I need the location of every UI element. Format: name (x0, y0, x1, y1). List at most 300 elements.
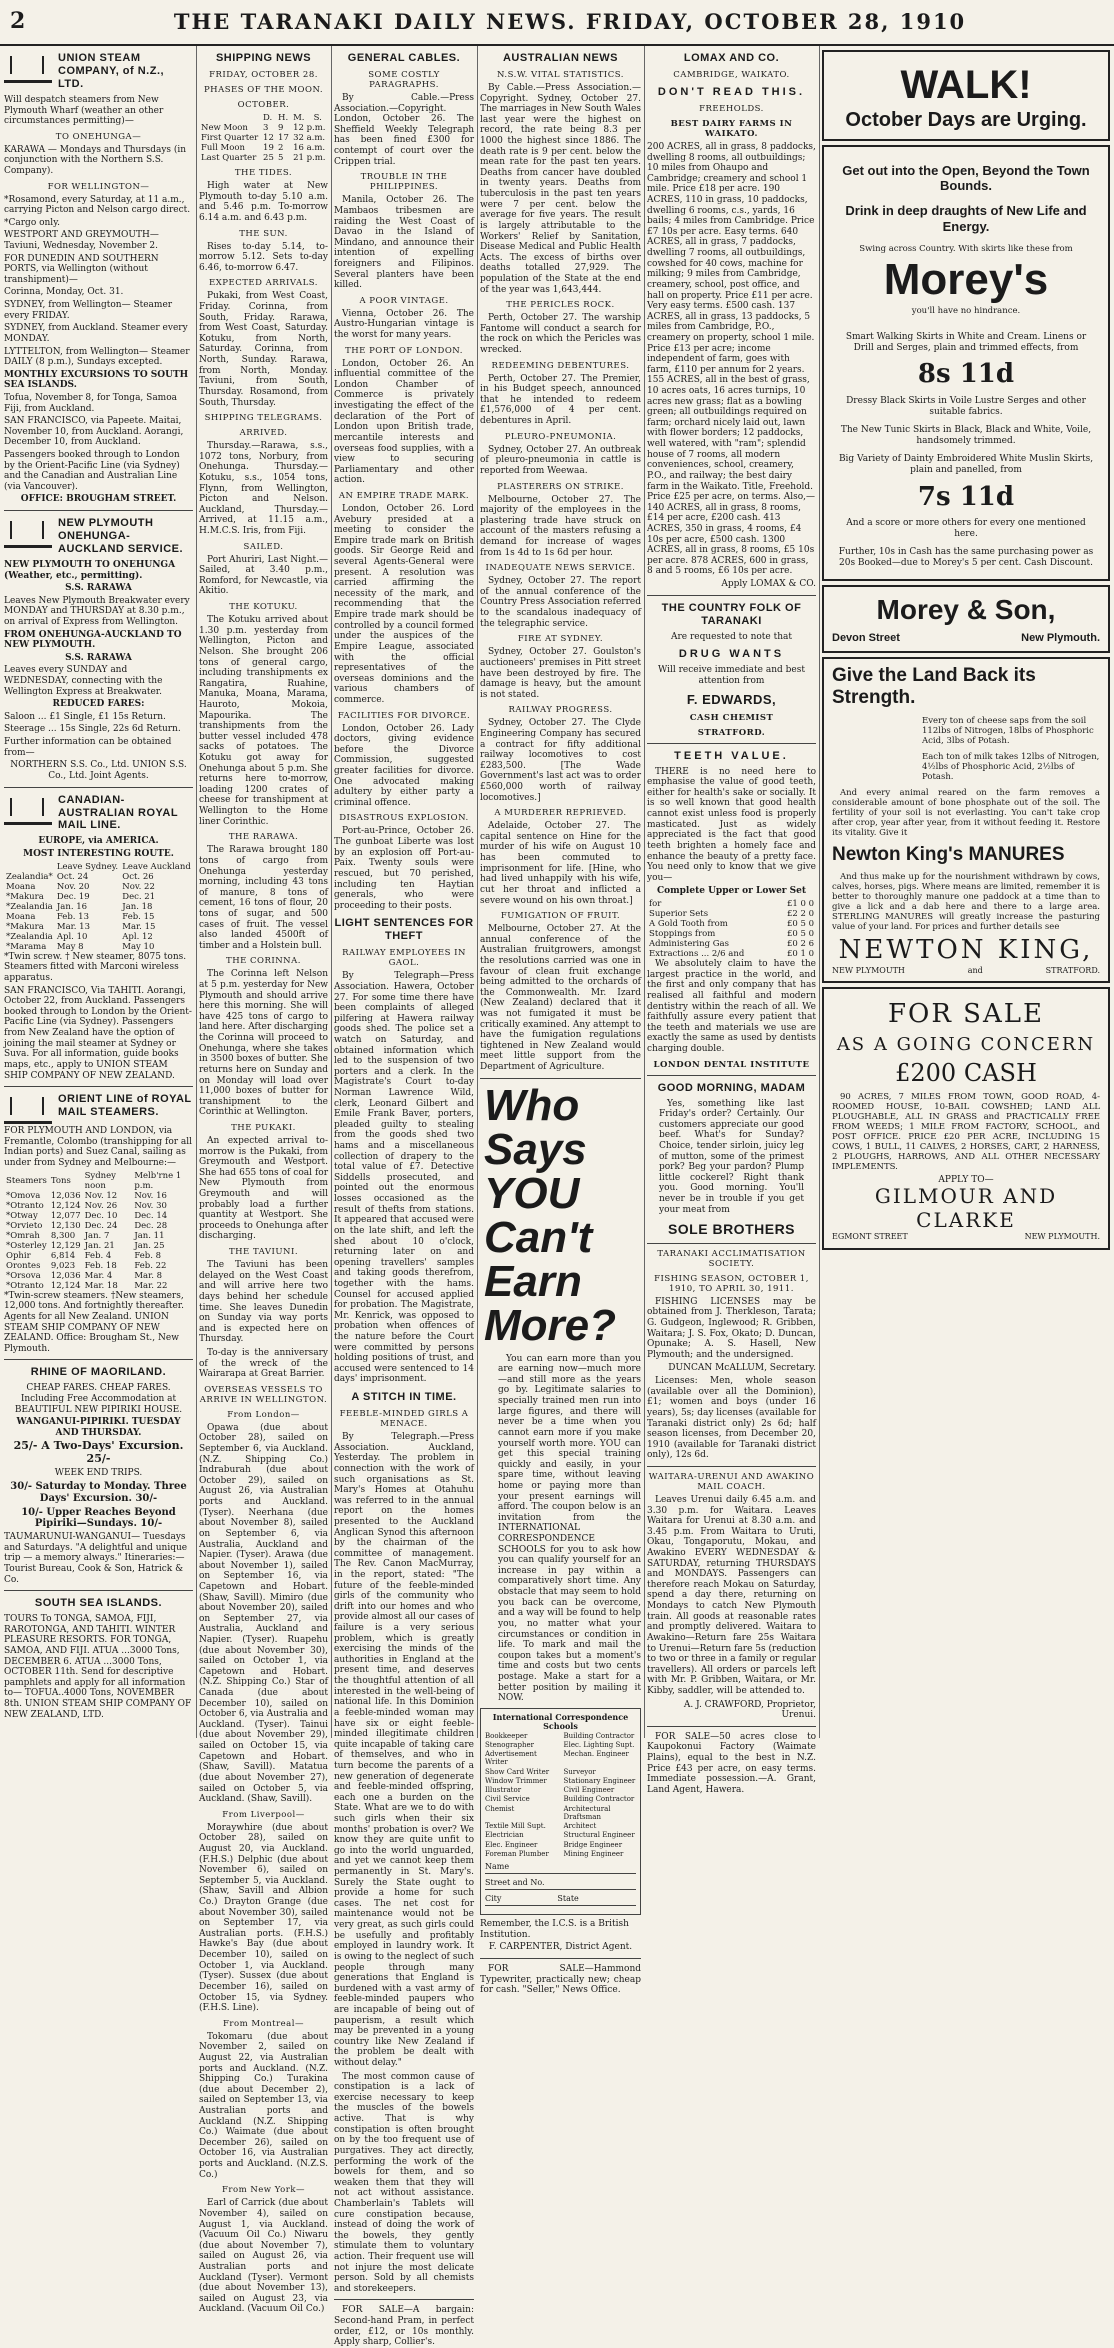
course-option[interactable]: Civil Service (485, 1795, 530, 1804)
ad-text: Are requested to note that (671, 631, 792, 642)
ad-price: £200 CASH (895, 1059, 1037, 1088)
table-cell: May 8 (56, 941, 84, 952)
table-cell: 6,814 (50, 1250, 76, 1261)
ad-contact: DUNCAN McALLUM, Secretary. (668, 1363, 816, 1374)
subheading: SHIPPING TELEGRAMS. (204, 413, 323, 424)
course-option[interactable]: Chemist (485, 1804, 515, 1813)
headline-line: More? (484, 1300, 616, 1350)
fare-line: 30/- Saturday to Monday. Three Days' Excursion. 30/- (10, 1480, 187, 1504)
table-cell: Apl. 10 (56, 931, 88, 942)
table-cell: £0 5 0 (786, 929, 814, 940)
table-row (199, 143, 328, 153)
route-text: TAUMARUNUI-WANGANUI— Tuesdays and Saturdays. "A delightful and unique trip — a memory always." Itineraries:—Tourist Bureau, Cook & Son, Hatrick & Co. (4, 1532, 188, 1585)
article-text: London, October 26. Lord Avebury presided at a meeting to consider the Empire trade mark on British goods. Sir George Reid and several Agents-General were present. A resolution was carried affirming the necessity of the mark, and recommending that the Empire trade mark should be controlled by a council formed under the auspices of the Empire League, associated with the official representatives of the overseas dominions and the various chambers of commerce. (334, 503, 474, 705)
ship-name: S.S. RARAWA (65, 652, 132, 663)
ad-text: Get out into the Open, Beyond the Town Bounds. (842, 162, 1090, 194)
ad-subheadline: October Days are Urging. (845, 109, 1087, 132)
table-cell: *Orvieto (6, 1220, 43, 1231)
article-text: Port Ahuriri, Last Night.—Sailed, at 3.40 p.m., Romford, for Newcastle, via Akitio. (199, 554, 328, 597)
city-state-field[interactable] (485, 1894, 636, 1906)
column-general-cables (334, 46, 474, 2348)
ad-price: 7s 11d (917, 481, 1015, 512)
article-text: Melbourne, October 27. The majority of the employees in the plastering trade have struck on account of the masters refusing a demand for increase of wages from 1s 4d to 1s 6d per hour. (480, 494, 641, 558)
divider (334, 2299, 474, 2300)
table-cell: A Gold Tooth from (649, 919, 728, 929)
course-option[interactable]: Building Contractor (563, 1731, 635, 1740)
table-cell: *Osterley (6, 1240, 47, 1251)
subheading: THE SUN. (239, 228, 288, 239)
subheading: THE TIDES. (234, 168, 293, 179)
steamship-icon (4, 52, 52, 83)
table-cell: 16 a.m. (293, 143, 326, 154)
ad-contact: EGMONT STREET (832, 1232, 908, 1242)
ad-text: Big Variety of Dainty Embroidered White Muslin Skirts, plain and panelled, from (838, 454, 1094, 475)
route-text: KARAWA — Mondays and Thursdays (in conjunction with the Northern S.S. Company). (4, 144, 187, 176)
ship-name: S.S. RARAWA (65, 583, 132, 594)
divider (647, 595, 816, 596)
table-cell: 12,036 (50, 1270, 81, 1281)
divider (647, 1075, 816, 1076)
divider (4, 1359, 193, 1360)
table-cell: Last Quarter (201, 153, 257, 164)
article-text: The Corinna left Nelson at 5 p.m. yesterday for New Plymouth and should arrive here this morning. She will have 425 tons of cargo to land here. After discharging the Corinna will proceed to Onehunga, where she takes in 3500 boxes of butter. She returns here on Sunday and on Monday will load over 11,000 boxes of butter for transhipment to the Corinthic at Wellington. (199, 969, 328, 1118)
table-cell: Feb. 4 (84, 1250, 112, 1261)
divider (4, 1590, 193, 1591)
fare-line: Steerage ... 15s Single, 22s 6d Return. (4, 724, 181, 735)
table-cell: *Zealandia (6, 931, 53, 942)
ad-contact: and (967, 965, 983, 975)
divider (480, 1078, 641, 1079)
newspaper-title: THE TARANAKI DAILY NEWS. FRIDAY, OCTOBER 28, 1910 (173, 9, 967, 34)
table-cell: Dec. 28 (134, 1220, 168, 1231)
route-heading: MONTHLY EXCURSIONS TO SOUTH SEA ISLANDS. (4, 369, 189, 391)
table-cell: 9,023 (50, 1260, 76, 1271)
table-cell: Dec. 21 (122, 891, 156, 902)
ad-text: And a score or more others for every one mentioned here. (846, 518, 1086, 539)
course-option[interactable]: Elec. Engineer (485, 1840, 538, 1849)
course-option[interactable]: Stationary Engineer (563, 1776, 636, 1785)
route-text: Corinna, Monday, Oct. 31. (4, 287, 124, 298)
table-row (4, 902, 193, 912)
ad-contact: A. J. CRAWFORD, Proprietor, Urenui. (683, 1699, 816, 1721)
route-text: *Rosamond, every Saturday, at 11 a.m., carrying Picton and Nelson cargo direct. (4, 194, 191, 216)
table-cell: Feb. 8 (134, 1250, 162, 1261)
table-cell: Jan. 18 (122, 901, 153, 912)
ics-ad-text: You can earn more than you are earning now—much more—and still more as the years go by. Legitimate salaries to specially trained men run into large figures, and there will never be a time when you cannot earn more if you make yourself worth more. YOU can get this special training quickly and easily, in your spare time, without leaving home or paying more than your present earnings will afford. The coupon below is an invitation from the INTERNATIONAL CORRESPONDENCE SCHOOLS for you to ask how you can qualify yourself for an increase in pay within a comparatively short time. Any obstacle that may seem to hold you back can be overcome, and a way will be found to help you, no matter what your circumstances or condition in life. To mark and mail the coupon takes but a moment's time and costs but two cents postage. Make a start for a better position by mailing it NOW. (498, 1353, 641, 1704)
route-text: SAN FRANCISCO, via Papeete. Maitai, November 10, from Auckland. Aorangi, December 10, from Auckland. (4, 416, 184, 448)
table-cell: Jan. 7 (84, 1230, 110, 1241)
address-line (832, 632, 1100, 645)
column-divider (196, 46, 197, 1738)
ad-text: Further, 10s in Cash has the same purchasing power as 20s Booked—due to Morey's 5 per cent. Cash Discount. (838, 547, 1094, 569)
table-header: D. (263, 113, 273, 124)
subheading: FIRE AT SYDNEY. (517, 634, 604, 645)
ad-headline: Newton King's MANURES (832, 843, 1065, 865)
article-text: Earl of Carrick (due about November 4), sailed on August 1, via Auckland. (Vacuum Oil Co.) Niwaru (due about November 7), sailed on August 26, via Australian ports and Auckland (Tyser). Vermont (due about November 13), sailed on August 23, via Auckland. (Vacuum Oil Co.) (199, 2198, 328, 2315)
subheading: REDEEMING DEBENTURES. (491, 360, 630, 371)
address-line (832, 966, 1100, 975)
column-shipping-news (199, 46, 328, 2315)
subheading: SOME COSTLY PARAGRAPHS. (368, 69, 440, 90)
route-text: SYDNEY, from Auckland. Steamer every MONDAY. (4, 323, 188, 344)
route-text: Further information can be obtained from— (4, 737, 172, 758)
article-text: By Telegraph.—Press Association. Auckland, Yesterday. The problem in connection with the work of such organisations as St. Mary's Homes at Otahuhu was referred to in the annual report on the homes presented to the Auckland Anglican Synod this afternoon by the chairman of the committee of management. The Rev. Canon MacMurray, in the report, stated: "The future of the feeble-minded girls of the community who drift into our homes and who provide almost all our cases of failure is a very serious problem, which is greatly exercising the minds of the authorities in England at the present time, and deserves the thoughtful attention of all interested in the well-being of national life. In this Dominion a feeble-minded woman may have six or eight feeble-minded illegitimate children quite incapable of taking care of themselves, and who in turn become the parents of a new generation of degenerate and feeble-minded offspring, each one a burden on the State. What are we to do with such girls when their six months' probation is over? We know they are quite unfit to go into the world unguarded, and yet we cannot keep them permanently in St. Mary's. Surely the State ought to provide a home for such cases. The net cost for maintenance would not be very great, as such girls could be usefully and profitably employed in laundry work. It is owing to the neglect of such people through many generations that England is burdened with a vast army of feeble-minded paupers who are incapable of being out of pauperism, a result which may be prevented in a young country like New Zealand if the problem be dealt with without delay." (334, 1432, 474, 2069)
subheading: RAILWAY EMPLOYEES IN GAOL. (342, 948, 466, 969)
table-cell: 5 (278, 153, 284, 164)
agents: NORTHERN S.S. Co., Ltd. UNION S.S. Co., Ltd. Joint Agents. (10, 760, 187, 781)
route-text: CHEAP FARES. CHEAP FARES. Including Free Accommodation at BEAUTIFUL NEW PIPIRIKI HOUSE. (14, 1383, 183, 1415)
subheading: THE CORINNA. (226, 956, 301, 967)
subheading: THE PORT OF LONDON. (345, 345, 463, 356)
divider (480, 1958, 641, 1959)
table-cell: Nov. 16 (134, 1190, 167, 1201)
column-divider (819, 46, 820, 1738)
table-cell: 12,124 (50, 1200, 81, 1211)
table-cell: Oct. 26 (122, 871, 154, 882)
ad-brand: Morey's (883, 255, 1049, 305)
table-row (4, 1231, 193, 1241)
steamship-icon (4, 1093, 52, 1124)
route-heading: FROM ONEHUNGA-AUCKLAND TO NEW PLYMOUTH. (4, 629, 182, 651)
table-cell: 25 (263, 153, 274, 164)
section-heading: SHIPPING NEWS (215, 52, 312, 64)
table-cell: *Omova (6, 1190, 41, 1201)
column-ads-lomax (647, 46, 816, 1795)
table-cell: Nov. 30 (134, 1200, 167, 1211)
table-cell: *Marama (6, 941, 47, 952)
table-cell: £2 2 0 (786, 908, 814, 919)
table-cell: Jan. 16 (56, 901, 88, 912)
table-cell: First Quarter (201, 133, 259, 144)
course-option[interactable]: Bridge Engineer (563, 1840, 623, 1849)
table-cell: Mar. 18 (84, 1280, 118, 1291)
subheading: PLEURO-PNEUMONIA. (504, 431, 617, 442)
headline-line: Can't Earn (484, 1212, 593, 1306)
ad-brand: Morey & Son, (876, 593, 1056, 625)
subheading: CAMBRIDGE, WAIKATO. (673, 69, 790, 80)
table-row (647, 909, 816, 919)
table-row (4, 892, 193, 902)
field-label: State (557, 1894, 579, 1904)
course-option[interactable]: Show Card Writer (485, 1767, 550, 1776)
course-option[interactable]: Architectural Draftsman (563, 1804, 611, 1821)
subheading: BEST DAIRY FARMS IN WAIKATO. (670, 118, 793, 139)
table-cell: Mar. 4 (84, 1270, 113, 1281)
route-text: Tofua, November 8, for Tonga, Samoa Fiji, from Auckland. (4, 392, 178, 414)
table-row (199, 123, 328, 133)
table-row (647, 919, 816, 929)
section-heading: AUSTRALIAN NEWS (502, 52, 619, 64)
table-cell: Apl. 12 (122, 931, 153, 942)
article-text: Sydney, October 27. The report of the annual conference of the Country Press Association referred to the scandalous inadequacy of the telegraphic service. (480, 576, 641, 629)
route-text: SAN FRANCISCO, Via TAHITI. Aorangi, October 22, from Auckland. Passengers booked through to London by the Orient-Pacific Line (via Sydney). Passengers from New Zealand have the option of joining the mail steamer at Sydney or Suva. For all information, guide books maps, etc., apply to UNION STEAM SHIP COMPANY OF NEW ZEALAND. (4, 985, 192, 1081)
subheading: PLASTERERS ON STRIKE. (497, 481, 624, 492)
table-header-row (199, 113, 328, 123)
course-option[interactable]: Elec. Lighting Supt. (563, 1740, 635, 1749)
ad-text: Leaves Urenui daily 6.45 a.m. and 3.30 p.m. for Waitara. Leaves Waitara for Urenui at 8.30 a.m. and 3.45 p.m. From Waitara to Uruti, Okau, Tongaporutu, Mokau, and Awakino EVERY WEDNESDAY & SATURDAY, returning THURSDAYS and MONDAYS. Passengers can therefore reach Mokau on Saturday, spend a day there, returning on Mondays to catch New Plymouth train. All goods at reasonable rates and promptly delivered. Waitara to Awakino—Return fare 25s Waitara to Urenui—Return fare 5s (reduction to two or three in a family or regular travellers). All orders or parcels left with Mr. P. Gribben, Waitara, or Mr. Kibby, saddler, will be attended to. (647, 1494, 816, 1696)
ad-price: 8s 11d (917, 359, 1015, 390)
morey-son-ad (822, 585, 1110, 653)
union-intro: Will despatch steamers from New Plymouth Wharf (weather an other circumstances permitting)— (4, 94, 164, 127)
morey-walk-ad (822, 50, 1110, 141)
table-cell: 2 (278, 143, 284, 154)
table-cell: Moana (6, 881, 36, 892)
ad-text: Will receive immediate and best attention from (658, 665, 805, 686)
route-text: Passengers booked through to London by the Orient-Pacific Line (via Sydney) and the Canadian and Australian Line (via Vancouver). (4, 450, 180, 492)
masthead (0, 0, 1114, 46)
course-option[interactable]: Civil Engineer (563, 1786, 615, 1795)
table-cell: 3 (263, 123, 269, 134)
route-text: *Twin screw. † New steamer, 8075 tons. Steamers fitted with Marconi wireless apparatus. (4, 951, 187, 984)
ad-text: Complete Upper or Lower Set (656, 886, 807, 897)
column-divider (477, 46, 478, 1738)
table-cell: Dec. 19 (56, 891, 90, 902)
article-text: Opawa (due about October 28), sailed on September 6, via Auckland. (N.Z. Shipping Co.) Indraburah (due about October 29), sailed on August 26, via Australian ports and Auckland. (Tyser). Neerhana (due about November 8), sailed on September 6, via Australia, Auckland and Napier. (Tyser). Arawa (due about November 1), sailed on September 16, via Capetown and Hobart. (Shaw, Savill). Mimiro (due about November 20), sailed on September 27, via Australia, Auckland and Napier. (Tyser). Ruapehu (due about November 30), sailed on October 1, via Capetown and Hobart. (N.Z. Shipping Co.) Star of Canada (due about December 10), sailed on October 6, via Australia and Auckland. (Tyser). Tainui (due about November 29), sailed on October 15, via Capetown and Hobart. (Shaw, Savill). Matatua (due about November 27), sailed on October 5, via Auckland. (Shaw, Savill). (199, 1422, 328, 1805)
table-cell: Mar. 22 (134, 1280, 168, 1291)
table-row (4, 1201, 193, 1211)
article-text: Melbourne, October 27. At the annual conference of the Australian fruitgrowers, amongst the resolutions carried was one in favour of clean fruit exchange being admitted to the orchards of the Commonwealth. Mr. Izard (New Zealand) declared that it was not fumigated it must be critically examined. Any attempt to have the fumigation regulations tightened in New Zealand would meet little support from the Department of Agriculture. (480, 924, 641, 1073)
subheading: N.S.W. VITAL STATISTICS. (497, 69, 624, 80)
table-cell: Superior Sets (649, 908, 709, 919)
article-text: Sydney, October 27. The Clyde Engineering Company has secured a contract for fifty additional railway locomotives to cost £283,500. [The Wade Government's last act was to order £560,000 worth of railway locomotives.] (480, 718, 641, 803)
table-row (647, 939, 816, 949)
service-header: SOUTH SEA ISLANDS. (34, 1597, 163, 1610)
table-cell: Mar. 15 (122, 921, 156, 932)
route-text: SYDNEY, from Wellington— Steamer every FRIDAY. (4, 300, 173, 321)
table-row (199, 133, 328, 143)
course-option[interactable]: Bookkeeper (485, 1731, 528, 1740)
article-text: Tokomaru (due about November 2, sailed on August 22, via Australian ports and Auckland. (N.Z. Shipping Co.) Turakina (due about December 2), sailed on September 13, via Australian ports and Auckland (N.Z. Shipping Co.) Waimate (due about December 26), sailed on October 16, via Australian ports and Auckland. (N.Z.S. Co.) (199, 2031, 328, 2180)
ad-contact: Devon Street (832, 631, 900, 644)
table-cell: Feb. 22 (134, 1260, 167, 1271)
ics-coupon (480, 1708, 641, 1915)
divider (4, 1086, 193, 1087)
table-cell: Feb. 15 (122, 911, 155, 922)
table-cell: 8,300 (50, 1230, 76, 1241)
table-cell: *Otranto (6, 1280, 44, 1291)
name-field[interactable] (485, 1862, 636, 1874)
table-cell: Nov. 12 (84, 1190, 118, 1201)
table-cell: Stoppings from (649, 929, 716, 940)
course-option[interactable]: Building Contractor (563, 1795, 635, 1804)
course-option[interactable]: Mechan. Engineer (563, 1750, 629, 1759)
table-cell: May 10 (122, 941, 155, 952)
article-text: Vienna, October 26. The Austro-Hungarian vintage is the worst for many years. (334, 308, 474, 341)
article-text: Thursday.—Rarawa, s.s., 1072 tons, Norbury, from Onehunga. Thursday.—Kotuku, s.s., 1054 tons, Flynn, from Wellington, Picton and Nelson. Auckland, Thursday.—Arrived, at 11.15 a.m., H.M.C.S. Iris, from Fiji. (199, 441, 328, 537)
table-header: Steamers (6, 1175, 47, 1186)
ad-text: Every ton of cheese saps from the soil 112lbs of Nitrogen, 18lbs of Phosphoric Acid, 3lbs of Potash. (922, 715, 1094, 746)
ad-brand: NEWTON KING, (838, 935, 1094, 966)
table-cell: Mar. 8 (134, 1270, 163, 1281)
table-cell: 12,130 (50, 1220, 81, 1231)
table-cell: Extractions ... 2/6 and (649, 949, 745, 960)
table-header: M. (293, 113, 305, 124)
table-row (4, 1191, 193, 1201)
ad-contact: New Plymouth. (1021, 631, 1100, 644)
subheading: OCTOBER. (237, 100, 290, 110)
ad-headline: WALK! (900, 63, 1032, 107)
subheading: PHASES OF THE MOON. (203, 84, 324, 95)
table-row (4, 922, 193, 932)
address-line (832, 1232, 1100, 1241)
course-option[interactable]: Mining Engineer (563, 1849, 624, 1858)
divider (647, 743, 816, 744)
course-option[interactable]: Structural Engineer (563, 1831, 635, 1840)
course-list (485, 1732, 636, 1859)
course-option[interactable]: Electrician (485, 1831, 524, 1840)
subheading: TARANAKI ACCLIMATISATION SOCIETY. (657, 1248, 806, 1269)
classified-ad: FOR SALE—Hammond Typewriter, practically new; cheap for cash. "Seller," News Office. (480, 1963, 641, 1996)
course-option[interactable]: Textile Mill Supt. (485, 1822, 546, 1831)
ad-heading: DRUG WANTS (678, 648, 785, 661)
divider (647, 1466, 816, 1467)
ad-text: FISHING LICENSES may be obtained from J. Therkleson, Tarata; G. Gudgeon, Inglewood; R. Gribben, Waitara; J. S. Fox, Okato; D. Duncan, Opunake; A. S. Hasell, New Plymouth; and the undersigned. (647, 1296, 816, 1360)
table-header: H. (278, 113, 289, 124)
subheading: FUMIGATION OF FRUIT. (500, 911, 621, 922)
article-text: High water at New Plymouth to-day 5.10 a.m. and 5.46 p.m. To-morrow 6.14 a.m. and 6.43 p.m. (199, 181, 328, 223)
section-heading: A STITCH IN TIME. (351, 1391, 457, 1404)
route-text: WESTPORT AND GREYMOUTH— Taviuni, Wednesday, November 2. (4, 230, 159, 252)
column-shipping-ads (4, 46, 193, 1740)
subheading: THE RARAWA. (228, 832, 299, 843)
subheading: INADEQUATE NEWS SERVICE. (485, 563, 636, 574)
classified-ad: FOR SALE—50 acres close to Kaupokonui Factory (Waimate Plains), equal to the best in N.Z. Price £43 per acre, on easy terms. Immediate possession.—A. Grant, Land Agent, Hawera. (647, 1731, 816, 1795)
route-heading: MOST INTERESTING ROUTE. (23, 849, 174, 860)
table-row (4, 942, 193, 952)
table-cell: £1 0 0 (786, 898, 814, 909)
ad-text: Yes, something like last Friday's order? Certainly. Our customers appreciate our good beef. What's for Sunday? Choice, tender sirloin, juicy leg of mutton, some of the primest pork? Beg your pardon? Plump little cockerel? Right thank you. Good morning. You'll never be in trouble if you get your meat from (659, 1098, 804, 1215)
table-cell: Jan. 11 (134, 1230, 165, 1241)
article-text: Port-au-Prince, October 26. The gunboat Liberte was lost by an explosion off Port-au-Paix. Twenty souls were rescued, but 70 perished, including ten Haytian generals, who were proceeding to their posts. (334, 826, 474, 911)
table-cell: 12 (263, 133, 274, 144)
table-row (647, 899, 816, 909)
subheading: THE PUKAKI. (231, 1122, 296, 1133)
course-option[interactable]: Stenographer (485, 1740, 534, 1749)
office-address: OFFICE: BROUGHAM STREET. (20, 494, 177, 505)
subheading: RAILWAY PROGRESS. (508, 705, 613, 716)
article-text: Pukaki, from West Coast, Friday. Corinna, from South, Friday. Rarawa, from West Coast, Saturday. Kotuku, from North, Saturday. Corinna, from North, Sunday. Rarawa, from North, Monday. Taviuni, from South, Thursday. Rosamond, from South, Thursday. (199, 291, 328, 408)
column-display-ads (822, 46, 1110, 1740)
course-option[interactable]: Architect (563, 1822, 597, 1831)
fare-line: Saloon ... £1 Single, £1 15s Return. (4, 711, 166, 722)
ad-text: THERE is no need here to emphasise the value of good teeth, either for health's sake or socially. It is so well known that good health cannot exist unless food is properly masticated. Just as widely appreciated is the fact that good teeth brighten a homely face and enhance the beauty of a pretty face. You need only to know that we give you— (647, 766, 816, 883)
subheading: A MURDERER REPRIEVED. (494, 808, 627, 819)
ad-heading: THE COUNTRY FOLK OF TARANAKI (661, 601, 802, 627)
ad-text: Licenses: Men, whole season (available over all the Dominion), £1; women and boys (under 16 years), 5s; day licenses (available for Taranaki district only) 2s 6d; half season licenses, from December 20, 1910 (available for Taranaki district only), 12s 6d. (647, 1376, 816, 1461)
route-heading: WANGANUI-PIPIRIKI. TUESDAY AND THURSDAY. (16, 1417, 181, 1438)
table-cell: Feb. 13 (56, 911, 89, 922)
ad-heading: F. EDWARDS, (686, 692, 777, 708)
ics-agent: F. CARPENTER, District Agent. (488, 1942, 633, 1953)
subheading: From Liverpool— (222, 1809, 305, 1820)
table-row (4, 872, 193, 882)
table-cell: Dec. 10 (84, 1210, 118, 1221)
article-text: Adelaide, October 27. The capital sentence on Hine for the murder of his wife on August 10 has been commuted to imprisonment for life. [Hine, who had lived unhappily with his wife, cut her throat and inflicted a severe wound on his own throat.] (480, 821, 641, 906)
route-text: Leaves every SUNDAY and WEDNESDAY, connecting with the Wellington Express at Breakwater. (4, 665, 163, 697)
ad-contact: NEW PLYMOUTH. (1024, 1232, 1100, 1242)
table-cell: Nov. 26 (84, 1200, 118, 1211)
course-option[interactable]: Advertisement Writer (485, 1750, 537, 1767)
ad-subheadline: AS A GOING CONCERN (836, 1033, 1096, 1055)
table-cell: Nov. 20 (56, 881, 90, 892)
subheading: AN EMPIRE TRADE MARK. (338, 490, 470, 501)
ad-text: The New Tunic Skirts in Black, Black and White, Voile, handsomely trimmed. (840, 425, 1092, 446)
divider (4, 787, 193, 788)
section-heading: GENERAL CABLES. (347, 52, 461, 64)
newton-king-ad (822, 657, 1110, 984)
route-heading: WEEK END TRIPS. (54, 1468, 143, 1479)
article-text: Sydney, October 27. An outbreak of pleuro-pneumonia in cattle is reported from Weewaa. (480, 444, 641, 476)
article-text: Perth, October 27. The Premier, in his Budget speech, announced that he intended to redeem £1,576,000 of 4 per cent. debentures in April. (480, 373, 641, 427)
ics-ad-headline (484, 1080, 641, 1350)
coupon-title: International Correspondence Schools (492, 1711, 629, 1732)
service-header: ORIENT LINE of ROYAL MAIL STEAMERS. (58, 1093, 192, 1119)
table-header: Melb'rne 1 p.m. (134, 1170, 182, 1191)
route-heading: NEW PLYMOUTH TO ONEHUNGA (Weather, etc., permitting). (4, 559, 176, 581)
table-row (4, 1241, 193, 1251)
table-cell: 12,036 (50, 1190, 81, 1201)
ad-text: 200 ACRES, all in grass, 8 paddocks, dwelling 8 rooms, all outbuildings; 10 miles from Ohaupo and Cambridge; creamery and school 1 mile. Price £18 per acre. 190 ACRES, 110 in grass, 10 paddocks, dwelling 6 rooms, c.s., yards, 16 bails; 4 miles from Cambridge. Price £7 10s per acre. Easy terms. 640 ACRES, all in grass, 7 paddocks, dwelling 7 rooms, all outbuildings, cowshed for 40 cows, machine for milking; 9 miles from Cambridge, creamery, school, post office, and hall on property. Price £11 per acre. Very easy terms. £500 cash. 137 ACRES, all in grass, 13 paddocks, 5 miles from Cambridge, P.O., creamery on property, school 1 mile. Price £13 per acre; income independent of farm, goes with farm, £110 per annum for 2 years. 155 ACRES, all in the best of grass, 10 acres oats, 16 acres turnips, 10 acres new grass; flat as a bowling green; all outbuildings required on farm; orchard nicely laid out, lawn with flower borders; 12 paddocks, well watered, with "ram"; splendid house of 7 rooms, all modern conveniences, school, creamery, P.O., and railway; the best dairy farm in the Waikato. Title, Freehold. Price £25 per acre, on terms. Also,— 140 ACRES, all in grass, 8 rooms, £14 per acre, £200 cash. 413 ACRES, 350 in grass, 4 rooms, £4 10s per acre, £500 cash. 1300 ACRES, all in grass, 8 rooms, £5 10s per acre. 878 ACRES, 600 in grass, 8 and 5 rooms, £6 10s per acre. (647, 142, 816, 577)
course-option[interactable]: Foreman Plumber (485, 1849, 549, 1858)
headline-line: YOU (484, 1168, 580, 1218)
date-line: FRIDAY, OCTOBER 28. (209, 69, 318, 80)
ad-heading: DON'T READ THIS. (657, 85, 806, 98)
moon-phases-table (199, 113, 328, 163)
service-header: NEW PLYMOUTH ONEHUNGA-AUCKLAND SERVICE. (58, 517, 184, 555)
article-text: Sydney, October 27. Goulston's auctioneers' premises in Pitt street have been destroyed by fire. The damage is heavy, but the amount is not stated. (480, 647, 641, 700)
article-text: The Rarawa brought 180 tons of cargo from Onehunga yesterday morning, including 43 tons of manure, 8 tons of cement, 16 tons of flour, 20 tons of sugar, and 500 cases of fruit. The vessel also landed 4500ft of timber and a Holstein bull. (199, 845, 328, 951)
ad-headline: Give the Land Back its Strength. (832, 664, 1036, 709)
table-cell: Administering Gas (649, 939, 729, 950)
course-option[interactable]: Surveyor (563, 1767, 596, 1776)
table-cell: 9 (278, 123, 284, 134)
subheading: From London— (227, 1409, 300, 1420)
table-row (4, 1221, 193, 1231)
subheading: FREEHOLDS. (699, 103, 764, 114)
steamship-icon (4, 517, 52, 548)
table-cell: *Makura (6, 921, 44, 932)
table-row (4, 1281, 193, 1291)
table-cell: Nov. 22 (122, 881, 155, 892)
ics-footer: Remember, the I.C.S. is a British Institution. (480, 1919, 629, 1940)
table-cell: 12,124 (50, 1280, 81, 1291)
table-row (199, 153, 328, 163)
table-cell: 19 (263, 143, 274, 154)
divider (647, 1243, 816, 1244)
canadian-schedule-table (4, 862, 193, 952)
subheading: EXPECTED ARRIVALS. (209, 278, 318, 289)
field-label: City (485, 1894, 502, 1904)
route-text: *Cargo only. (4, 217, 60, 228)
subheading: A POOR VINTAGE. (359, 295, 449, 306)
route-heading: TO ONEHUNGA— (55, 131, 142, 142)
route-text: FOR PLYMOUTH AND LONDON, via Fremantle, Colombo (transhipping for all Indian ports) and Suez Canal, sailing as under from Sydney and Melbourne:— (4, 1126, 193, 1168)
table-cell: Mar. 13 (56, 921, 90, 932)
street-field[interactable] (485, 1878, 636, 1890)
union-company-header: UNION STEAM COMPANY, of N.Z., LTD. (58, 52, 165, 90)
table-cell: £0 5 0 (786, 919, 814, 929)
table-row (4, 882, 193, 892)
subheading: From Montreal— (223, 2018, 304, 2029)
subheading: From New York— (222, 2185, 305, 2196)
course-option[interactable]: Window Trimmer (485, 1776, 547, 1785)
course-option[interactable]: Illustrator (485, 1786, 522, 1795)
headline-line: Who Says (484, 1080, 587, 1174)
article-text: The Taviuni has been delayed on the West Coast and will arrive here two days behind her schedule time. She leaves Dunedin on Sunday via way ports and is expected here on Thursday. (199, 1260, 328, 1345)
table-row (647, 949, 816, 959)
ad-brand: GILMOUR AND CLARKE (874, 1184, 1058, 1232)
article-text: The most common cause of constipation is a lack of exercise necessary to keep the muscles of the bowels active. That is why constipation is often brought on by the too frequent use of purgatives. They act directly, performing the work of the bowels for them, and so weaken them that they will not act without assistance. Chamberlain's Tablets will cure constipation because, instead of doing the work of the bowels, they gently stimulate them to voluntary action. Their frequent use will not injure the most delicate person. Sold by all chemists and storekeepers. (334, 2071, 474, 2294)
